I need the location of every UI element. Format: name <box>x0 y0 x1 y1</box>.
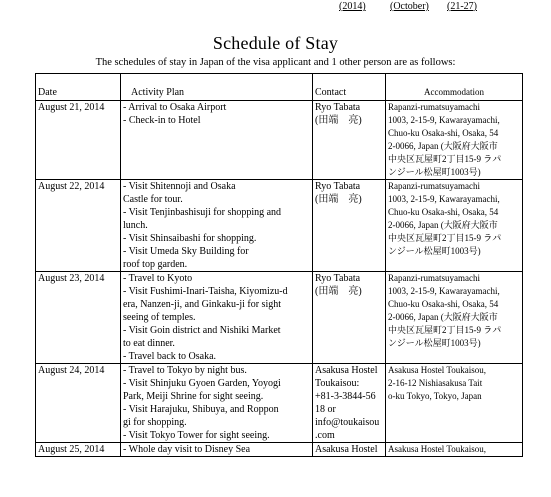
accommodation-line: ンジール松屋町1003号) <box>388 338 481 348</box>
table-row <box>36 364 523 443</box>
table-spacer-row <box>36 74 523 87</box>
contact-line: .com <box>315 430 335 441</box>
accommodation-line: 1003, 2-15-9, Kawarayamachi, <box>388 115 500 125</box>
accommodation-line: Rapanzi-rumatsuyamachi <box>388 181 480 191</box>
contact-line: Asakusa Hostel <box>315 365 378 376</box>
accommodation-line: Chuo-ku Osaka-shi, Osaka, 54 <box>388 299 499 309</box>
column-header-activity: Activity Plan <box>121 86 313 101</box>
table-row <box>36 443 523 457</box>
accommodation-line: Chuo-ku Osaka-shi, Osaka, 54 <box>388 207 499 217</box>
activity-line: - Visit Fushimi-Inari-Taisha, Kiyomizu-d <box>123 286 288 297</box>
accommodation-line: ンジール松屋町1003号) <box>388 167 481 177</box>
activity-line: - Visit Shitennoji and Osaka <box>123 181 236 192</box>
accommodation-line: 中央区瓦屋町2丁目15-9 ラパ <box>388 233 502 243</box>
activity-line: - Visit Goin district and Nishiki Market <box>123 325 281 336</box>
table-row <box>36 272 523 364</box>
reference-month: (October) <box>390 1 429 12</box>
accommodation-cell <box>386 443 523 457</box>
row-date: August 21, 2014 <box>36 101 121 180</box>
activity-line: lunch. <box>123 220 148 231</box>
activity-line: - Visit Tenjinbashisuji for shopping and <box>123 207 282 218</box>
activity-cell <box>121 443 313 457</box>
accommodation-cell <box>386 180 523 272</box>
contact-line: Ryo Tabata <box>315 181 361 192</box>
contact-cell <box>313 272 386 364</box>
accommodation-line: Chuo-ku Osaka-shi, Osaka, 54 <box>388 128 499 138</box>
accommodation-line: 2-0066, Japan (大阪府大阪市 <box>388 220 498 230</box>
table-row <box>36 101 523 180</box>
contact-line: Ryo Tabata <box>315 102 361 113</box>
accommodation-line: Asakusa Hostel Toukaisou, <box>388 444 486 454</box>
activity-cell <box>121 364 313 443</box>
reference-days: (21-27) <box>447 1 477 12</box>
accommodation-line: o-ku Tokyo, Tokyo, Japan <box>388 391 482 401</box>
activity-line: - Whole day visit to Disney Sea <box>123 444 251 455</box>
activity-line: Castle for tour. <box>123 194 183 205</box>
activity-line: - Visit Umeda Sky Building for <box>123 246 249 257</box>
activity-line: Park, Meiji Shrine for sight seeing. <box>123 391 264 402</box>
schedule-table <box>35 73 523 457</box>
contact-line: (田端 亮) <box>315 115 362 126</box>
contact-cell <box>313 364 386 443</box>
accommodation-line: ンジール松屋町1003号) <box>388 246 481 256</box>
table-header-row <box>36 86 523 101</box>
table-row <box>36 180 523 272</box>
activity-line: seeing of temples. <box>123 312 196 323</box>
accommodation-line: Asakusa Hostel Toukaisou, <box>388 365 486 375</box>
activity-line: era, Nanzen-ji, and Ginkaku-ji for sight <box>123 299 282 310</box>
contact-line: Toukaisou: <box>315 378 360 389</box>
accommodation-line: 中央区瓦屋町2丁目15-9 ラパ <box>388 325 502 335</box>
activity-line: to eat dinner. <box>123 338 175 349</box>
contact-line: Ryo Tabata <box>315 273 361 284</box>
row-date: August 25, 2014 <box>36 443 121 457</box>
contact-cell <box>313 443 386 457</box>
row-date: August 22, 2014 <box>36 180 121 272</box>
contact-cell <box>313 180 386 272</box>
activity-cell <box>121 101 313 180</box>
contact-line: 18 or <box>315 404 336 415</box>
reference-year: (2014) <box>339 1 366 12</box>
activity-line: - Visit Harajuku, Shibuya, and Roppon <box>123 404 279 415</box>
activity-line: - Arrival to Osaka Airport <box>123 102 227 113</box>
activity-cell <box>121 180 313 272</box>
accommodation-line: 中央区瓦屋町2丁目15-9 ラパ <box>388 154 502 164</box>
contact-line: (田端 亮) <box>315 194 362 205</box>
contact-line: info@toukaisou <box>315 417 380 428</box>
accommodation-line: 1003, 2-15-9, Kawarayamachi, <box>388 194 500 204</box>
document-intro: The schedules of stay in Japan of the visa applicant and 1 other person are as follows: <box>95 57 456 68</box>
accommodation-line: Rapanzi-rumatsuyamachi <box>388 102 480 112</box>
document-title: Schedule of Stay <box>212 33 339 53</box>
activity-line: - Visit Shinjuku Gyoen Garden, Yoyogi <box>123 378 281 389</box>
column-header-date: Date <box>36 86 121 101</box>
activity-line: gi for shopping. <box>123 417 187 428</box>
accommodation-line: 2-0066, Japan (大阪府大阪市 <box>388 312 498 322</box>
contact-line: Asakusa Hostel <box>315 444 378 455</box>
row-date: August 23, 2014 <box>36 272 121 364</box>
contact-line: (田端 亮) <box>315 286 362 297</box>
activity-line: roof top garden. <box>123 259 188 270</box>
column-header-accommodation: Accommodation <box>386 86 523 101</box>
activity-line: - Travel to Kyoto <box>123 273 193 284</box>
contact-line: +81-3-3844-56 <box>315 391 376 402</box>
accommodation-cell <box>386 101 523 180</box>
activity-line: - Check-in to Hotel <box>123 115 201 126</box>
accommodation-line: 2-16-12 Nishiasakusa Tait <box>388 378 483 388</box>
activity-line: - Visit Tokyo Tower for sight seeing. <box>123 430 270 441</box>
column-header-contact: Contact <box>313 86 386 101</box>
accommodation-cell <box>386 364 523 443</box>
activity-cell <box>121 272 313 364</box>
contact-cell <box>313 101 386 180</box>
activity-line: - Travel back to Osaka. <box>123 351 217 362</box>
accommodation-line: 2-0066, Japan (大阪府大阪市 <box>388 141 498 151</box>
activity-line: - Travel to Tokyo by night bus. <box>123 365 247 376</box>
activity-line: - Visit Shinsaibashi for shopping. <box>123 233 257 244</box>
accommodation-line: Rapanzi-rumatsuyamachi <box>388 273 480 283</box>
row-date: August 24, 2014 <box>36 364 121 443</box>
accommodation-line: 1003, 2-15-9, Kawarayamachi, <box>388 286 500 296</box>
accommodation-cell <box>386 272 523 364</box>
